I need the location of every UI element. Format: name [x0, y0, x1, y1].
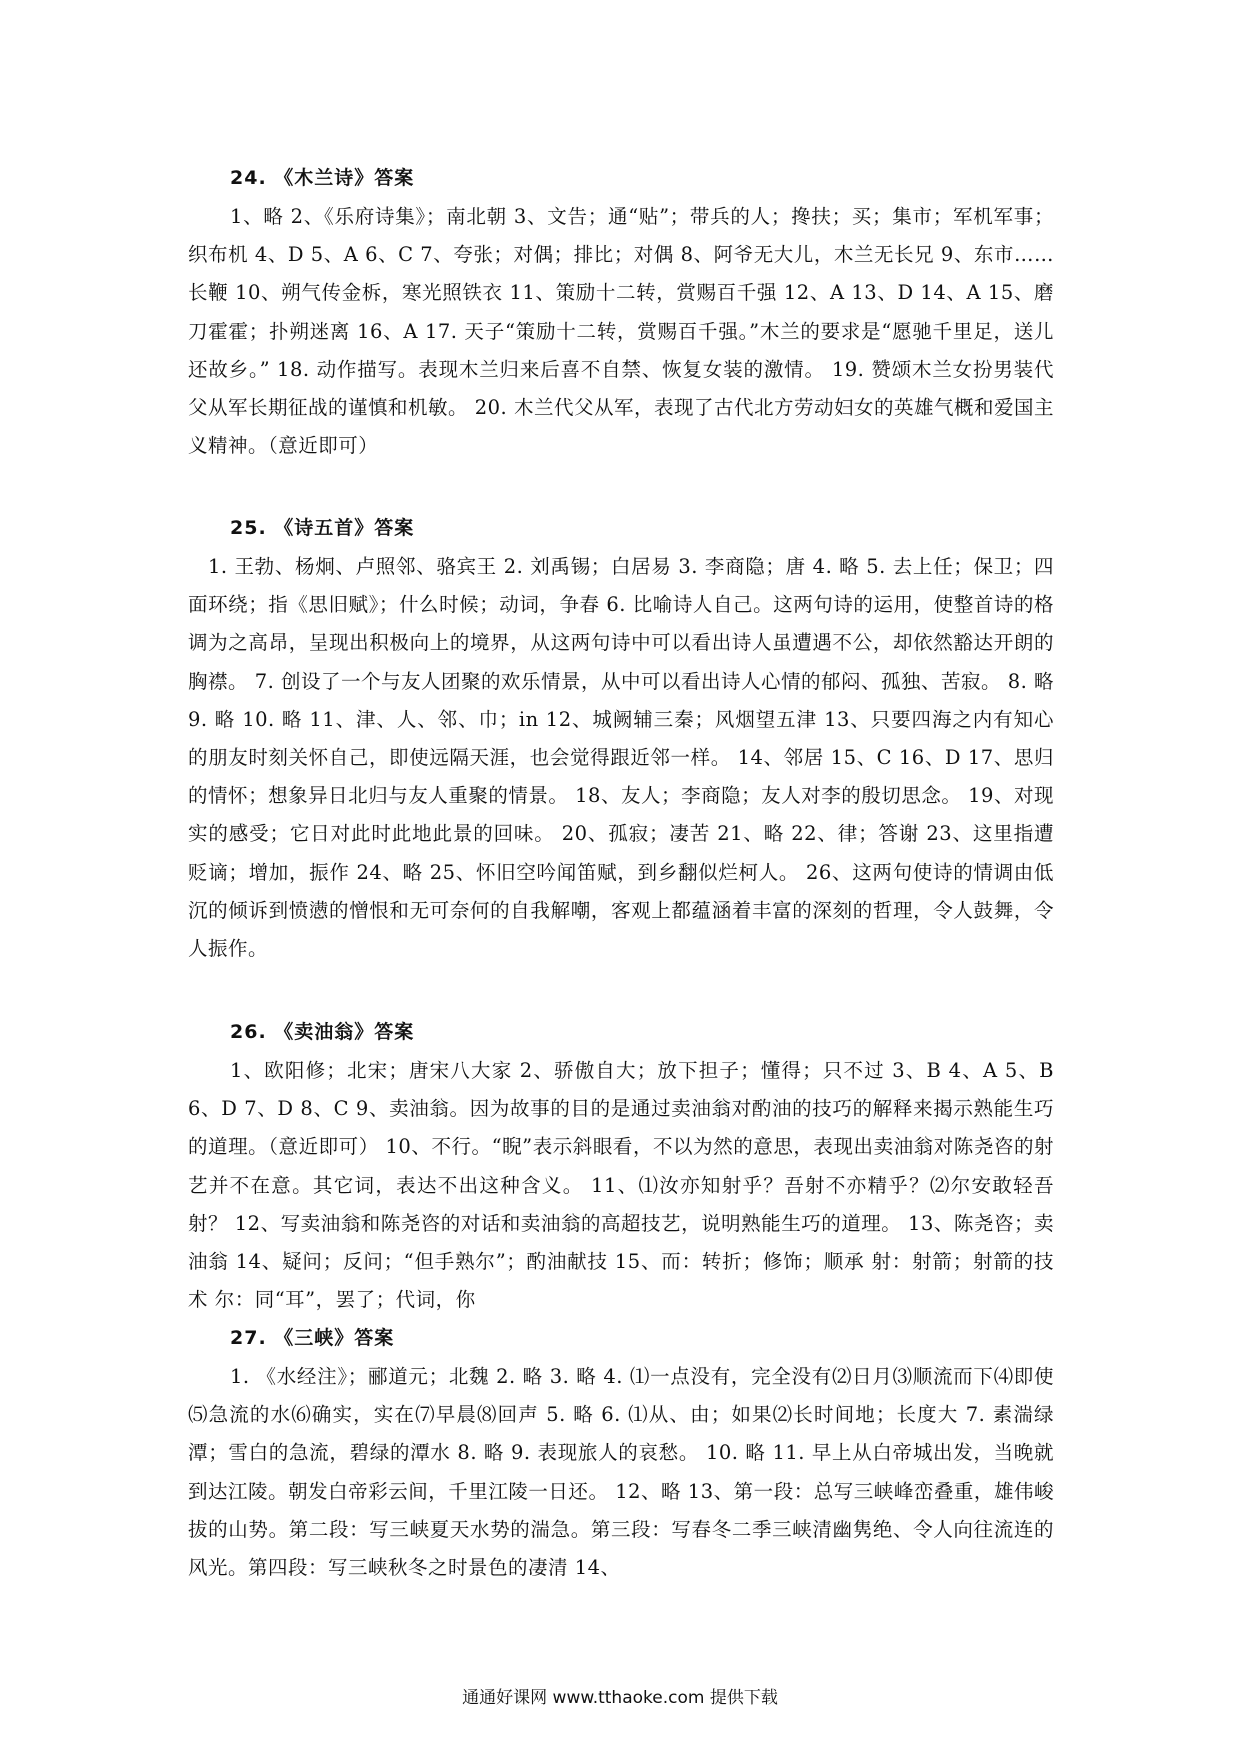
section-title: 27. 《三峡》答案 — [230, 1327, 395, 1349]
page-footer: 通通好课网 www.tthaoke.com 提供下载 — [462, 1688, 778, 1708]
answer-section-24 — [188, 158, 1054, 465]
answer-section-26 — [188, 1012, 1054, 1319]
section-body: 1. 王勃、杨炯、卢照邻、骆宾王 2. 刘禹锡；白居易 3. 李商隐；唐 4. 略 5. 去上任；保卫；四面环绕；指《思旧赋》；什么时候；动词，争春 6. 比喻诗人自己。这两句诗的运用，使整首诗的格调为之高昂，呈现出积极向上的境界，从这两句诗中可以看出诗人虽遭遇不公，却依然豁达开朗的胸襟。 7. 创设了一个与友人团聚的欢乐情景，从中可以看出诗人心情的郁闷、孤独、苦寂。 8. 略 9. 略 10. 略 11、津、人、邻、巾；in 12、城阙辅三秦；风烟望五津 13、只要四海之内有知心的朋友时刻关怀自己，即使远隔天涯，也会觉得跟近邻一样。 14、邻居 15、C 16、D 17、思归的情怀；想象异日北归与友人重聚的情景。 18、友人；李商隐；友人对李的殷切思念。 19、对现实的感受；它日对此时此地此景的回味。 20、孤寂；凄苦 21、略 22、律；答谢 23、这里指遭贬谪；增加，振作 24、略 25、怀旧空吟闻笛赋，到乡翻似烂柯人。 26、这两句使诗的情调由低沉的倾诉到愤懑的憎恨和无可奈何的自我解嘲，客观上都蕴涵着丰富的深刻的哲理，令人鼓舞，令人振作。 — [188, 555, 1055, 961]
section-title: 25. 《诗五首》答案 — [230, 517, 415, 539]
answer-section-27 — [188, 1318, 1054, 1587]
section-title: 26. 《卖油翁》答案 — [230, 1021, 415, 1043]
answer-section-25 — [188, 508, 1054, 968]
section-body: 1、欧阳修；北宋；唐宋八大家 2、骄傲自大；放下担子；懂得；只不过 3、B 4、A 5、B 6、D 7、D 8、C 9、卖油翁。因为故事的目的是通过卖油翁对酌油的技巧的解释来揭示熟能生巧的道理。（意近即可） 10、不行。“睨”表示斜眼看，不以为然的意思，表现出卖油翁对陈尧咨的射艺并不在意。其它词，表达不出这种含义。 11、⑴汝亦知射乎？吾射不亦精乎？⑵尔安敢轻吾射？ 12、写卖油翁和陈尧咨的对话和卖油翁的高超技艺，说明熟能生巧的道理。 13、陈尧咨；卖油翁 14、疑问；反问；“但手熟尔”；酌油献技 15、而：转折；修饰；顺承 射：射箭；射箭的技术 尔：同“耳”，罢了；代词，你 — [188, 1059, 1054, 1312]
section-body: 1、略 2、《乐府诗集》；南北朝 3、文告；通“贴”；带兵的人；搀扶；买；集市；军机军事；织布机 4、D 5、A 6、C 7、夸张；对偶；排比；对偶 8、阿爷无大儿，木兰无长兄 9、东市……长鞭 10、朔气传金柝，寒光照铁衣 11、策励十二转，赏赐百千强 12、A 13、D 14、A 15、磨刀霍霍；扑朔迷离 16、A 17. 天子“策励十二转，赏赐百千强。”木兰的要求是“愿驰千里足，送儿还故乡。” 18. 动作描写。表现木兰归来后喜不自禁、恢复女装的激情。 19. 赞颂木兰女扮男装代父从军长期征战的谨慎和机敏。 20. 木兰代父从军，表现了古代北方劳动妇女的英雄气概和爱国主义精神。（意近即可） — [188, 205, 1054, 458]
section-title: 24. 《木兰诗》答案 — [230, 167, 415, 189]
section-body: 1. 《水经注》；郦道元；北魏 2. 略 3. 略 4. ⑴一点没有，完全没有⑵日月⑶顺流而下⑷即使⑸急流的水⑹确实，实在⑺早晨⑻回声 5. 略 6. ⑴从、由；如果⑵长时间地；长度大 7. 素湍绿潭；雪白的急流，碧绿的潭水 8. 略 9. 表现旅人的哀愁。 10. 略 11. 早上从白帝城出发，当晚就到达江陵。朝发白帝彩云间，千里江陵一日还。 12、略 13、第一段：总写三峡峰峦叠重，雄伟峻拔的山势。第二段：写三峡夏天水势的湍急。第三段：写春冬二季三峡清幽隽绝、令人向往流连的风光。第四段：写三峡秋冬之时景色的凄清 14、 — [188, 1365, 1054, 1580]
